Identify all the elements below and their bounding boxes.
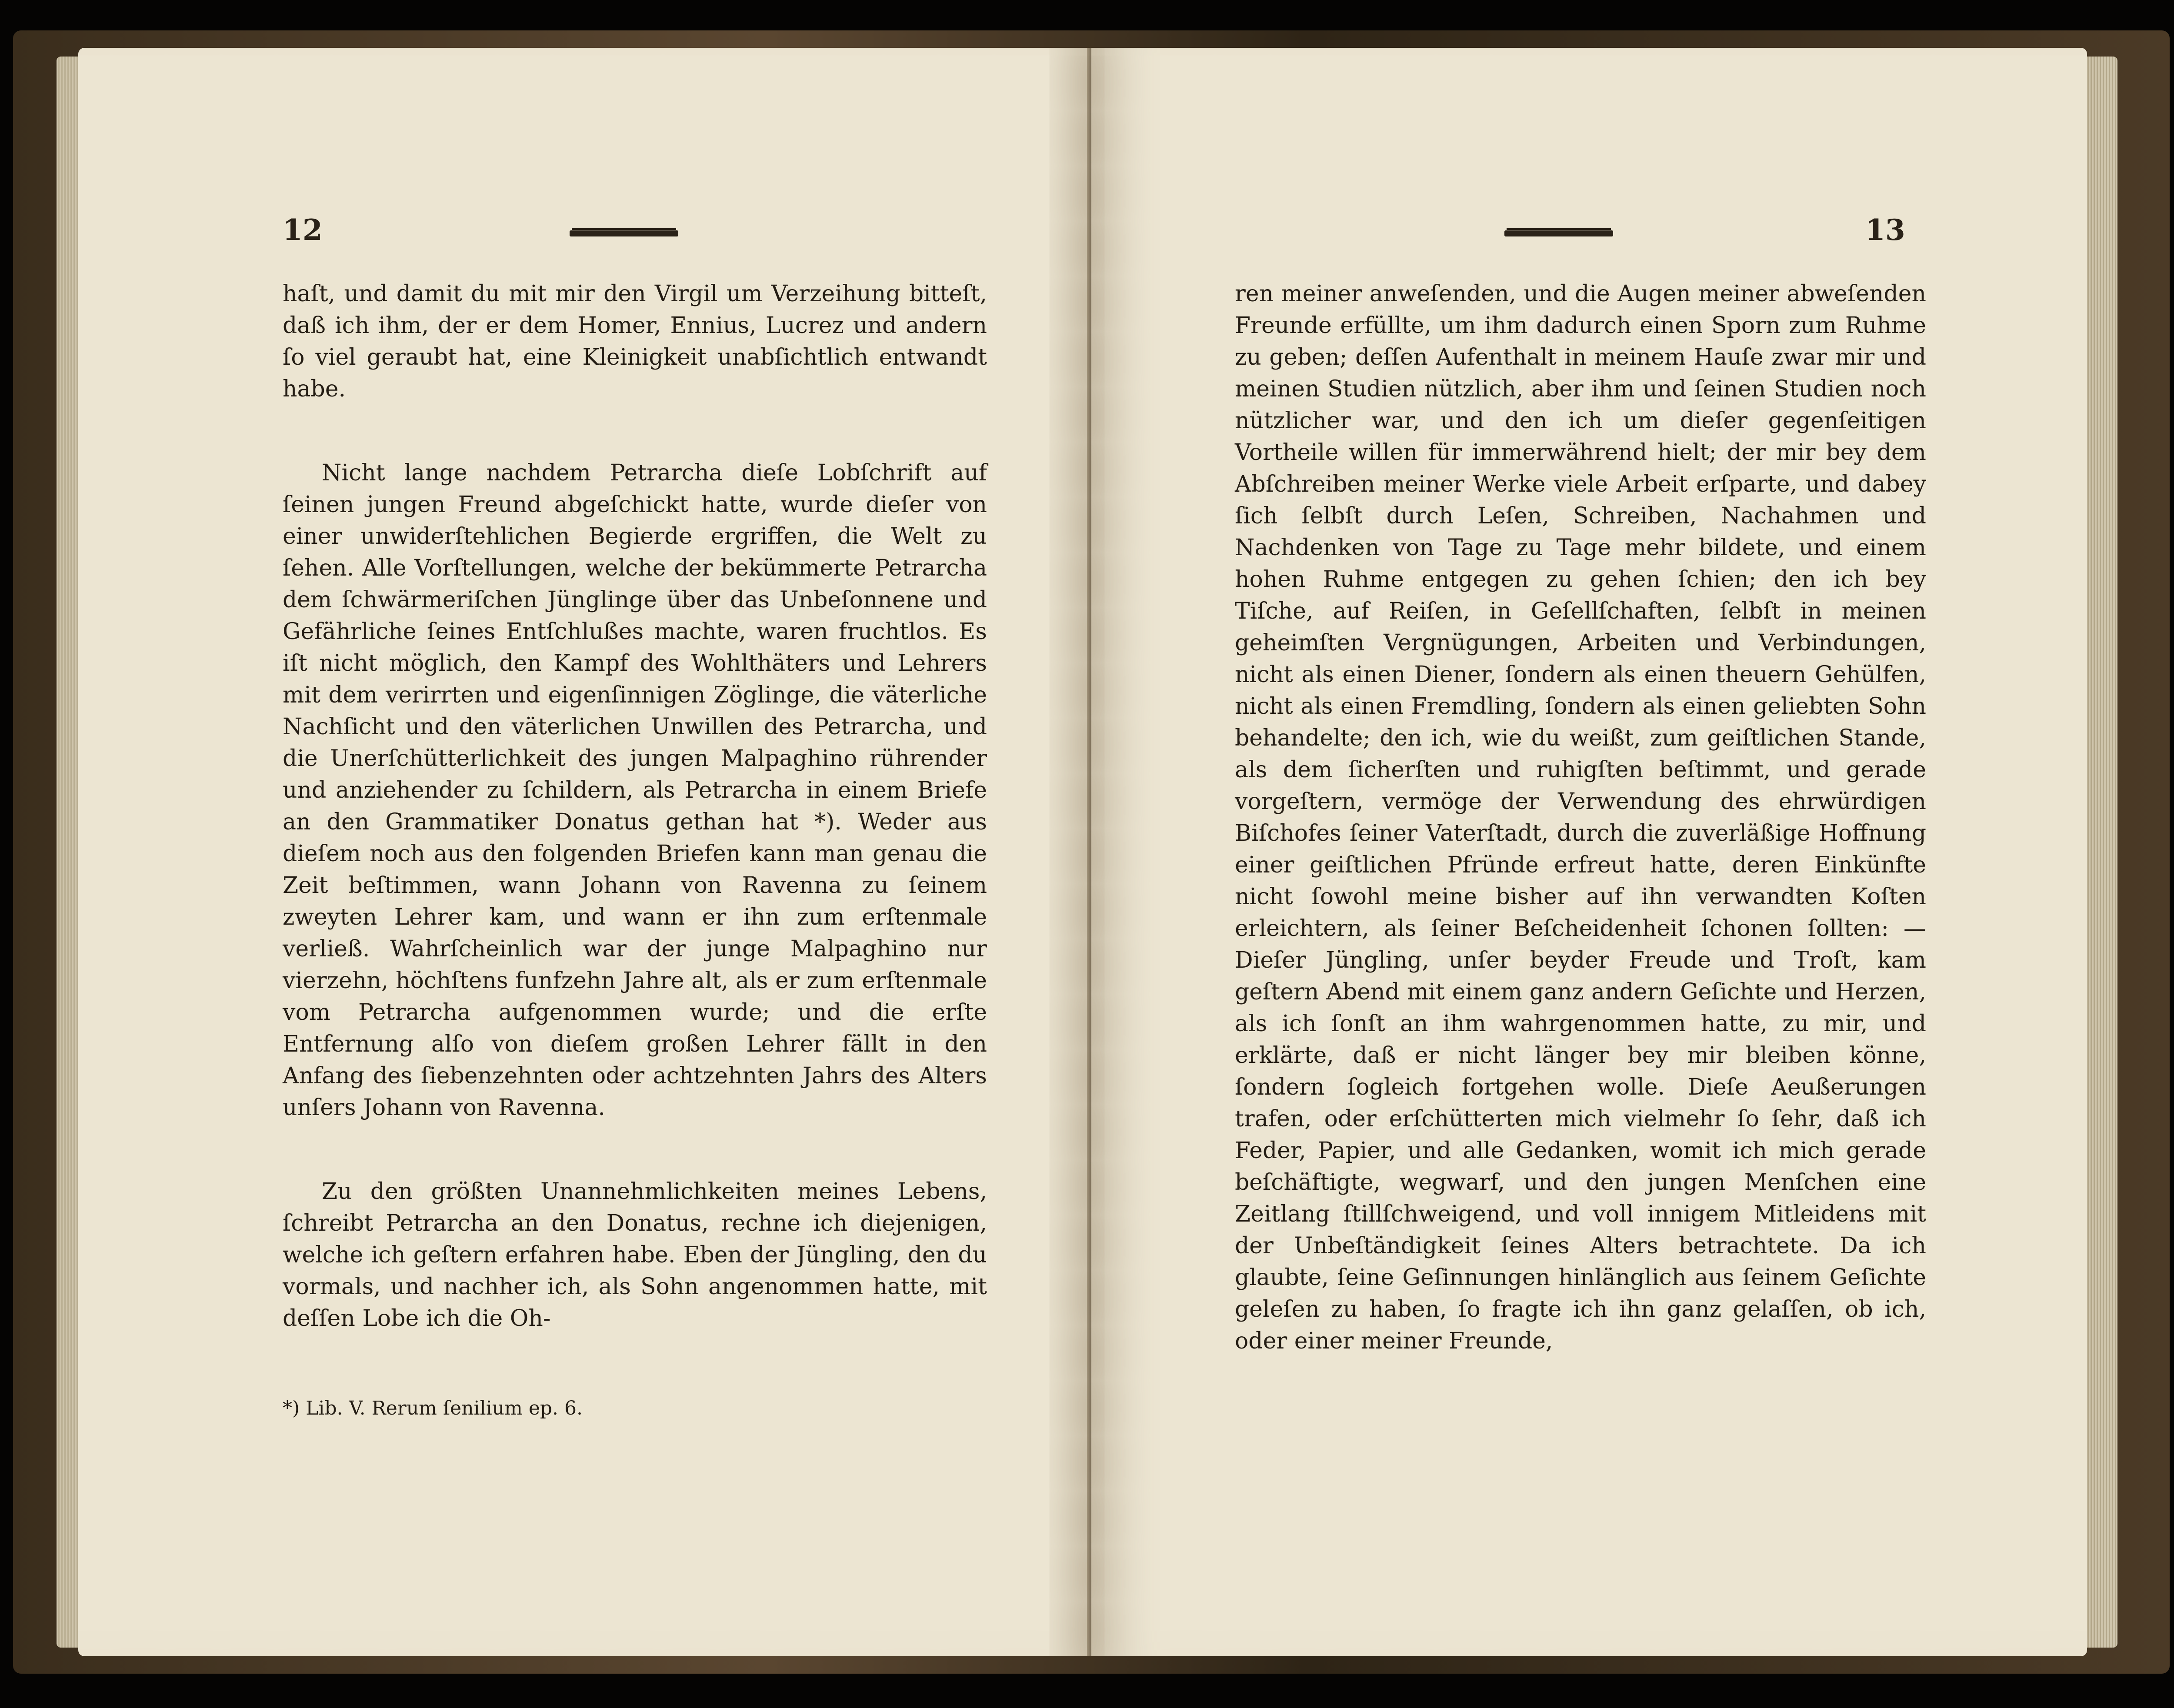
footnote: *) Lib. V. Rerum ſenilium ep. 6. <box>283 1397 583 1419</box>
right-page <box>1091 48 2087 1656</box>
left-page <box>78 48 1091 1656</box>
header-rule-left <box>570 230 678 236</box>
book <box>13 30 2170 1674</box>
page-edges-right <box>2083 57 2117 1648</box>
right-text-block <box>1235 278 1926 1357</box>
paragraph: ren meiner anweſenden, und die Augen meiner abweſenden Freunde erfüllte, um ihm dadurch einen Sporn zum Ruhme zu geben; deſſen Aufenthalt in meinem Hauſe zwar mir und meinen Studien nützlich, aber ihm und ſeinen Studien noch nützlicher war, und den ich um dieſer gegenſeitigen Vortheile willen für immerwährend hielt; der mir bey dem Abſchreiben meiner Werke viele Arbeit erſparte, und dabey ſich ſelbſt durch Leſen, Schreiben, Nachahmen und Nachdenken von Tage zu Tage mehr bildete, und einem hohen Ruhme entgegen zu gehen ſchien; den ich bey Tiſche, auf Reiſen, in Geſellſchaften, ſelbſt in meinen geheimſten Vergnügungen, Arbeiten und Verbindungen, nicht als einen Diener, ſondern als einen theuern Gehülfen, nicht als einen Fremdling, ſondern als einen geliebten Sohn behandelte; den ich, wie du weißt, zum geiſtlichen Stande, als dem ſicherſten und ruhigſten beſtimmt, und gerade vorgeſtern, vermöge der Verwendung des ehrwürdigen Biſchofes ſeiner Vaterſtadt, durch die zuverläßige Hoffnung einer geiſtlichen Pfründe erfreut hatte, deren Einkünfte nicht ſowohl meine bisher auf ihn verwandten Koſten erleichtern, als ſeiner Beſcheidenheit ſchonen ſollten: — Dieſer Jüngling, unſer beyder Freude und Troſt, kam geſtern Abend mit einem ganz andern Geſichte und Herzen, als ich ſonſt an ihm wahrgenommen hatte, zu mir, und erklärte, daß er nicht länger bey mir bleiben könne, ſondern ſogleich fortgehen wolle. Dieſe Aeußerungen trafen, oder erſchütterten mich vielmehr ſo ſehr, daß ich Feder, Papier, und alle Gedanken, womit ich mich gerade beſchäftigte, wegwarf, und den jungen Menſchen eine Zeitlang ſtillſchweigend, und voll innigem Mitleidens mit der Unbeſtändigkeit ſeines Alters betrachtete. Da ich glaubte, ſeine Geſinnungen hinlänglich aus ſeinem Geſichte geleſen zu haben, ſo fragte ich ihn ganz gelaſſen, ob ich, oder einer meiner Freunde, <box>1235 281 1926 1354</box>
page-number-right: 13 <box>1865 213 1905 247</box>
header-rule-right <box>1504 230 1613 236</box>
left-text-block <box>283 278 987 1335</box>
page-number-left: 12 <box>283 213 323 247</box>
paragraph: haſt, und damit du mit mir den Virgil um Verzeihung bitteſt, daß ich ihm, der er dem Homer, Ennius, Lucrez und andern ſo viel geraubt hat, eine Kleinigkeit unabſichtlich entwandt habe. <box>283 281 987 402</box>
paragraph: Nicht lange nachdem Petrarcha dieſe Lobſchrift auf ſeinen jungen Freund abgeſchickt hatte, wurde dieſer von einer unwiderſtehlichen Begierde ergriffen, die Welt zu ſehen. Alle Vorſtellungen, welche der bekümmerte Petrarcha dem ſchwärmeriſchen Jünglinge über das Unbeſonnene und Gefährliche ſeines Entſchlußes machte, waren fruchtlos. Es iſt nicht möglich, den Kampf des Wohlthäters und Lehrers mit dem verirrten und eigenſinnigen Zöglinge, die väterliche Nachſicht und den väterlichen Unwillen des Petrarcha, und die Unerſchütterlichkeit des jungen Malpaghino rührender und anziehender zu ſchildern, als Petrarcha in einem Briefe an den Grammatiker Donatus gethan hat *). Weder aus dieſem noch aus den folgenden Briefen kann man genau die Zeit beſtimmen, wann Johann von Ravenna zu ſeinem zweyten Lehrer kam, und wann er ihn zum erſtenmale verließ. Wahrſcheinlich war der junge Malpaghino nur vierzehn, höchſtens funfzehn Jahre alt, als er zum erſtenmale vom Petrarcha aufgenommen wurde; und die erſte Entfernung alſo von dieſem großen Lehrer fällt in den Anfang des ſiebenzehnten oder achtzehnten Jahrs des Alters unſers Johann von Ravenna. <box>283 460 987 1121</box>
paragraph: Zu den größten Unannehmlichkeiten meines Lebens, ſchreibt Petrarcha an den Donatus, rechne ich diejenigen, welche ich geſtern erfahren habe. Eben der Jüngling, den du vormals, und nachher ich, als Sohn angenommen hatte, mit deſſen Lobe ich die Oh- <box>283 1179 987 1332</box>
